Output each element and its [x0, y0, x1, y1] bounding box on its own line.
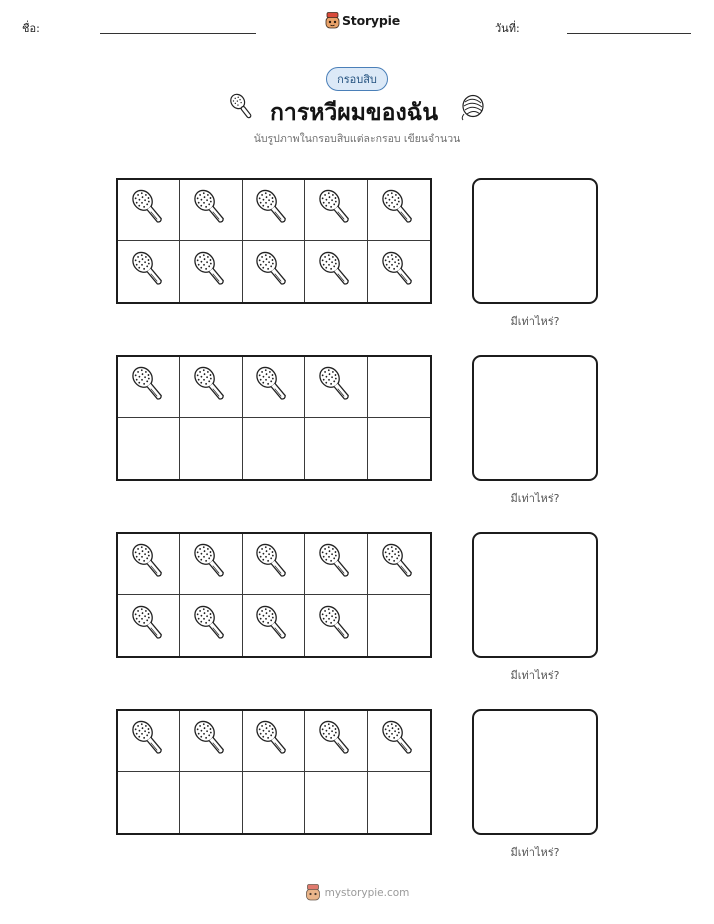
ten-frame-cell	[305, 711, 367, 772]
ten-frame-cell	[305, 418, 367, 479]
hairbrush-icon	[251, 248, 295, 296]
ten-frame-cell	[368, 534, 430, 595]
ten-frame-cell	[118, 180, 180, 241]
ten-frame-3	[116, 532, 432, 658]
ten-frame-cell	[180, 418, 242, 479]
ten-frame-cell	[305, 357, 367, 418]
hairbrush-icon	[377, 186, 421, 234]
hairbrush-icon	[127, 602, 171, 650]
ten-frame-cell	[368, 711, 430, 772]
ten-frame-cell	[180, 180, 242, 241]
hairbrush-icon	[314, 186, 358, 234]
ten-frame-cell	[368, 357, 430, 418]
hairbrush-icon	[127, 540, 171, 588]
ten-frame-cell	[180, 241, 242, 302]
ten-frame-cell	[305, 534, 367, 595]
storypie-mascot-icon	[305, 884, 321, 901]
ten-frame-cell	[180, 711, 242, 772]
ten-frame-1	[116, 178, 432, 304]
hairbrush-icon	[189, 602, 233, 650]
brand-logo	[325, 12, 400, 29]
ten-frame-cell	[243, 418, 305, 479]
hairbrush-icon	[127, 363, 171, 411]
hairbrush-icon	[377, 540, 421, 588]
ten-frame-cell	[118, 534, 180, 595]
ten-frame-cell	[118, 772, 180, 833]
ten-frame-cell	[305, 772, 367, 833]
hairbrush-icon	[189, 186, 233, 234]
hairbrush-icon	[251, 717, 295, 765]
hairbrush-icon	[251, 363, 295, 411]
date-label: วันที่:	[495, 22, 520, 35]
ten-frame-cell	[305, 595, 367, 656]
hairbrush-icon	[314, 717, 358, 765]
hairbrush-icon	[377, 717, 421, 765]
ten-frame-cell	[368, 241, 430, 302]
date-field[interactable]	[567, 33, 691, 34]
hairbrush-icon	[226, 92, 258, 122]
brand-name: Storypie	[342, 13, 400, 28]
hairbrush-icon	[314, 540, 358, 588]
ten-frame-2	[116, 355, 432, 481]
ten-frame-cell	[243, 241, 305, 302]
question-label-2: มีเท่าไหร่?	[510, 492, 560, 505]
ten-frame-cell	[118, 357, 180, 418]
hairbrush-icon	[189, 540, 233, 588]
ten-frame-cell	[243, 595, 305, 656]
ten-frame-cell	[243, 711, 305, 772]
ten-frame-cell	[180, 772, 242, 833]
hairbrush-icon	[314, 248, 358, 296]
hairbrush-icon	[127, 248, 171, 296]
question-label-1: มีเท่าไหร่?	[510, 315, 560, 328]
ten-frame-cell	[368, 595, 430, 656]
ten-frame-cell	[180, 357, 242, 418]
ten-frame-cell	[180, 534, 242, 595]
hairbrush-icon	[189, 248, 233, 296]
ten-frame-cell	[243, 772, 305, 833]
question-label-3: มีเท่าไหร่?	[510, 669, 560, 682]
ten-frame-cell	[180, 595, 242, 656]
storypie-mascot-icon	[325, 12, 340, 29]
footer	[0, 884, 714, 901]
answer-box-2[interactable]	[472, 355, 598, 481]
ten-frame-cell	[118, 711, 180, 772]
ten-frame-cell	[368, 180, 430, 241]
ten-frame-cell	[118, 595, 180, 656]
ten-frame-4	[116, 709, 432, 835]
ten-frame-cell	[243, 357, 305, 418]
hairbrush-icon	[189, 717, 233, 765]
hairbrush-icon	[251, 602, 295, 650]
topic-badge: กรอบสิบ	[326, 67, 388, 91]
ten-frame-cell	[243, 180, 305, 241]
page-title: การหวีผมของฉัน	[270, 100, 439, 126]
footer-url: mystorypie.com	[324, 886, 410, 899]
ten-frame-cell	[305, 180, 367, 241]
hairbrush-icon	[314, 363, 358, 411]
instructions: นับรูปภาพในกรอบสิบแต่ละกรอบ เขียนจำนวน	[253, 133, 461, 145]
hairbrush-icon	[377, 248, 421, 296]
answer-box-4[interactable]	[472, 709, 598, 835]
ten-frame-cell	[243, 534, 305, 595]
name-field[interactable]	[100, 33, 256, 34]
hairbrush-icon	[189, 363, 233, 411]
ten-frame-cell	[368, 772, 430, 833]
ten-frame-cell	[118, 418, 180, 479]
ten-frame-cell	[305, 241, 367, 302]
hairbrush-icon	[127, 717, 171, 765]
question-label-4: มีเท่าไหร่?	[510, 846, 560, 859]
answer-box-3[interactable]	[472, 532, 598, 658]
answer-box-1[interactable]	[472, 178, 598, 304]
hairbrush-icon	[314, 602, 358, 650]
hairbrush-icon	[251, 540, 295, 588]
hairbrush-icon	[127, 186, 171, 234]
hair-bun-icon	[457, 92, 487, 122]
hairbrush-icon	[251, 186, 295, 234]
ten-frame-cell	[368, 418, 430, 479]
ten-frame-cell	[118, 241, 180, 302]
name-label: ชื่อ:	[22, 22, 40, 35]
